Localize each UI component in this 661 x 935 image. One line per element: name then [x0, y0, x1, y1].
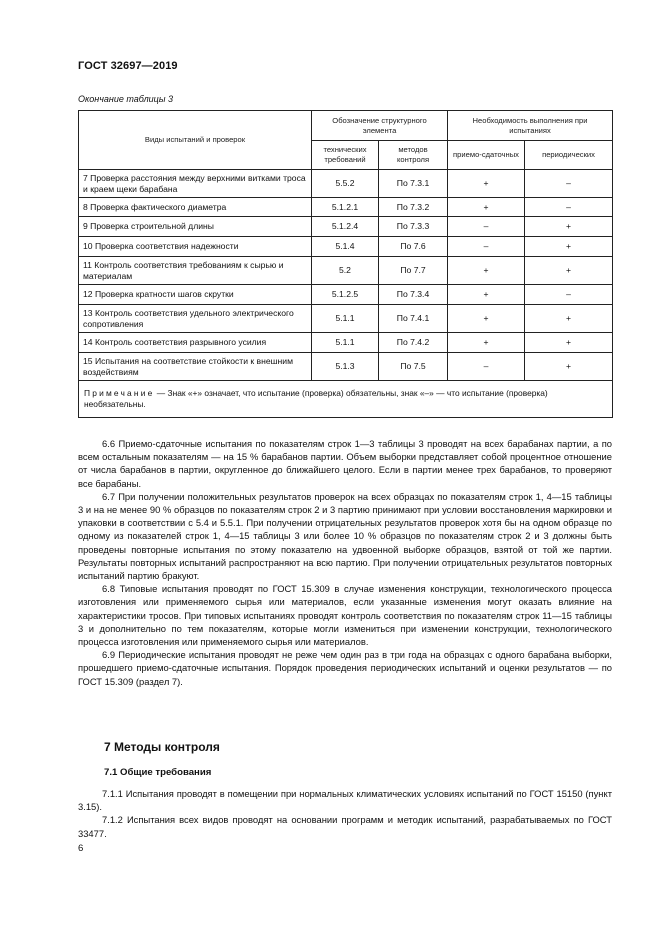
cell-tech: 5.1.3: [312, 353, 379, 381]
table-row: [79, 333, 613, 353]
table-row: [79, 353, 613, 381]
table-row: [79, 305, 613, 333]
table-caption: Окончание таблицы 3: [78, 94, 173, 104]
cell-periodic: –: [525, 170, 613, 198]
table-note-row: [79, 381, 613, 418]
table-row: [79, 237, 613, 257]
note-label: Примечание: [84, 388, 155, 398]
cell-test-name: 8 Проверка фактического диаметра: [79, 198, 312, 217]
cell-tech: 5.1.1: [312, 333, 379, 353]
cell-tech: 5.2: [312, 257, 379, 285]
cell-tech: 5.1.4: [312, 237, 379, 257]
cell-periodic: +: [525, 305, 613, 333]
table-row: [79, 170, 613, 198]
header-necessity: Необходимость выполнения при испытаниях: [448, 111, 613, 141]
subsection-title: 7.1 Общие требования: [104, 767, 212, 778]
cell-test-name: 15 Испытания на соответствие стойкости к внешним воздействиям: [79, 353, 312, 381]
table-row: [79, 198, 613, 217]
paragraph-6-7: 6.7 При получении положительных результатов проверок на всех образцах по показателям строк 1, 4—15 таблицы 3 и на не менее 90 % образцов по показателям строк 2 и 3 партию принимают при условии восстановления маркировки и упаковки в соответствии с 5.4 и 5.5.1. При получении отрицательных результатов проверок хотя бы на одном образце по одному из показателей строк 1, 4—15 таблицы 3 или более 10 % образцов по показателям строк 2 и 3 должны быть проведены повторные испытания по этому показателю на удвоенной выборке образцов, взятой от той же партии. Результаты повторных испытаний распространяют на всю партию. При получении отрицательных результатов повторных испытаний партию бракуют.: [78, 490, 612, 582]
paragraph-7-1-2: 7.1.2 Испытания всех видов проводят на основании программ и методик испытаний, разрабатываемых по ГОСТ 33477.: [78, 814, 612, 839]
table-row: [79, 217, 613, 237]
paragraph-6-6: 6.6 Приемо-сдаточные испытания по показателям строк 1—3 таблицы 3 проводят на всех барабанах партии, а по всем остальным показателям — на 15 % барабанов партии. Объем выборки представляет собой процентное отношение от числа барабанов в партии, округленное до ближайшего целого. Если в партии менее трех барабанов, то проверяют все барабаны.: [78, 438, 612, 489]
cell-acceptance: +: [448, 305, 525, 333]
clauses-7-1: [78, 787, 612, 840]
clauses-6: [78, 437, 612, 688]
cell-acceptance: +: [448, 198, 525, 217]
cell-acceptance: –: [448, 237, 525, 257]
cell-test-name: 13 Контроль соответствия удельного электрического сопротивления: [79, 305, 312, 333]
cell-periodic: –: [525, 285, 613, 305]
cell-acceptance: +: [448, 170, 525, 198]
cell-acceptance: +: [448, 333, 525, 353]
cell-test-name: 7 Проверка расстояния между верхними витками троса и краем щеки барабана: [79, 170, 312, 198]
cell-periodic: +: [525, 237, 613, 257]
cell-test-name: 11 Контроль соответствия требованиям к сырью и материалам: [79, 257, 312, 285]
cell-method: По 7.3.2: [379, 198, 448, 217]
table-row: [79, 257, 613, 285]
table-row: [79, 285, 613, 305]
cell-test-name: 9 Проверка строительной длины: [79, 217, 312, 237]
header-tech: технических требований: [312, 141, 379, 170]
cell-acceptance: +: [448, 285, 525, 305]
cell-periodic: –: [525, 198, 613, 217]
cell-method: По 7.4.1: [379, 305, 448, 333]
cell-method: По 7.7: [379, 257, 448, 285]
cell-acceptance: –: [448, 217, 525, 237]
header-designation: Обозначение структурного элемента: [312, 111, 448, 141]
cell-acceptance: –: [448, 353, 525, 381]
cell-method: По 7.5: [379, 353, 448, 381]
cell-method: По 7.4.2: [379, 333, 448, 353]
cell-periodic: +: [525, 257, 613, 285]
cell-method: По 7.3.3: [379, 217, 448, 237]
cell-test-name: 12 Проверка кратности шагов скрутки: [79, 285, 312, 305]
cell-tech: 5.1.2.4: [312, 217, 379, 237]
cell-tech: 5.1.1: [312, 305, 379, 333]
cell-test-name: 14 Контроль соответствия разрывного усилия: [79, 333, 312, 353]
note-text: — Знак «+» означает, что испытание (проверка) обязательны, знак «–» — что испытание (проверка) необязательны.: [84, 388, 548, 409]
cell-periodic: +: [525, 333, 613, 353]
cell-periodic: +: [525, 217, 613, 237]
cell-method: По 7.3.4: [379, 285, 448, 305]
cell-tech: 5.5.2: [312, 170, 379, 198]
paragraph-6-8: 6.8 Типовые испытания проводят по ГОСТ 15.309 в случае изменения конструкции, технологического процесса изготовления или применяемого сырья или материалов, если указанные изменения могут оказать влияние на характеристики тросов. При типовых испытаниях проводят контроль соответствия по показателям строк 11—15 таблицы 3 и дополнительно по тем показателям, которые могли измениться при изменении конструкции, технологического процесса изготовления или применяемого сырья или материалов.: [78, 583, 612, 648]
paragraph-7-1-1: 7.1.1 Испытания проводят в помещении при нормальных климатических условиях испытаний по ГОСТ 15150 (пункт 3.15).: [78, 788, 612, 813]
header-methods: методов контроля: [379, 141, 448, 170]
cell-tech: 5.1.2.1: [312, 198, 379, 217]
header-tests: Виды испытаний и проверок: [79, 111, 312, 170]
cell-tech: 5.1.2.5: [312, 285, 379, 305]
cell-method: По 7.3.1: [379, 170, 448, 198]
cell-periodic: +: [525, 353, 613, 381]
paragraph-6-9: 6.9 Периодические испытания проводят не реже чем один раз в три года на образцах с одного барабана выборки, прошедшего приемо-сдаточные испытания. Порядок проведения периодических испытаний и оценки результатов — по ГОСТ 15.309 (раздел 7).: [78, 649, 612, 687]
document-id: ГОСТ 32697—2019: [78, 60, 178, 72]
table-note: [79, 381, 613, 418]
cell-test-name: 10 Проверка соответствия надежности: [79, 237, 312, 257]
header-acceptance: приемо-сдаточных: [448, 141, 525, 170]
cell-acceptance: +: [448, 257, 525, 285]
cell-method: По 7.6: [379, 237, 448, 257]
page-number: 6: [78, 843, 84, 854]
section-title: 7 Методы контроля: [104, 740, 220, 754]
tests-table: [78, 110, 613, 418]
header-periodic: периодических: [525, 141, 613, 170]
